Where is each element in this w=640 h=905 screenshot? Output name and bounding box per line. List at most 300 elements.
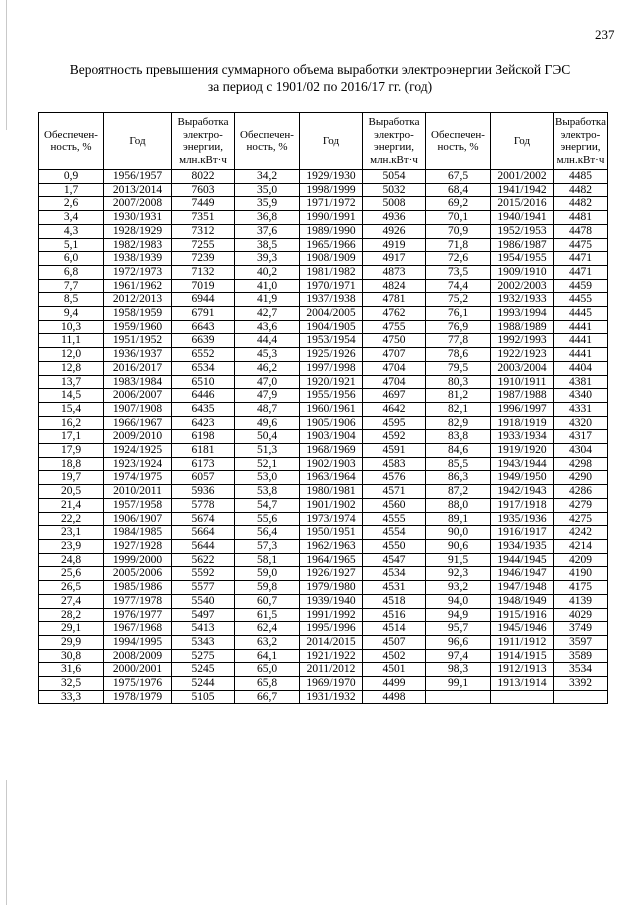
output-cell: 4697	[363, 389, 426, 403]
probability-header	[235, 113, 300, 170]
probability-cell: 19,7	[39, 471, 104, 485]
probability-cell: 11,1	[39, 334, 104, 348]
output-cell: 4481	[554, 211, 608, 225]
probability-cell: 79,5	[426, 361, 491, 375]
output-header	[172, 113, 235, 170]
year-cell: 1911/1912	[491, 635, 554, 649]
table-row	[39, 224, 608, 238]
probability-cell: 99,1	[426, 677, 491, 691]
year-cell: 2015/2016	[491, 197, 554, 211]
header-line: Год	[513, 134, 531, 147]
probability-header	[426, 113, 491, 170]
probability-cell: 9,4	[39, 307, 104, 321]
header-line: млн.кВт·ч	[179, 153, 227, 166]
probability-cell: 34,2	[235, 170, 300, 184]
probability-cell: 15,4	[39, 402, 104, 416]
probability-cell: 6,0	[39, 252, 104, 266]
probability-cell: 51,3	[235, 444, 300, 458]
year-cell: 1975/1976	[104, 677, 172, 691]
year-cell: 2002/2003	[491, 279, 554, 293]
probability-cell: 23,9	[39, 539, 104, 553]
table-row	[39, 279, 608, 293]
table-row	[39, 307, 608, 321]
output-cell: 5540	[172, 594, 235, 608]
year-cell: 1909/1910	[491, 265, 554, 279]
year-cell: 1957/1958	[104, 498, 172, 512]
table-row	[39, 512, 608, 526]
year-cell: 1964/1965	[300, 553, 363, 567]
year-cell: 1983/1984	[104, 375, 172, 389]
table-header-row	[39, 113, 608, 170]
year-cell: 1933/1934	[491, 430, 554, 444]
probability-cell: 95,7	[426, 622, 491, 636]
header-line: Выработка	[368, 116, 420, 128]
output-cell: 5577	[172, 581, 235, 595]
table-row	[39, 690, 608, 704]
probability-cell: 77,8	[426, 334, 491, 348]
table-row	[39, 539, 608, 553]
year-cell: 1908/1909	[300, 252, 363, 266]
table-row	[39, 348, 608, 362]
probability-cell: 35,0	[235, 183, 300, 197]
year-cell: 1979/1980	[300, 581, 363, 595]
output-cell: 5008	[363, 197, 426, 211]
table-row	[39, 320, 608, 334]
output-cell: 4592	[363, 430, 426, 444]
probability-cell: 46,2	[235, 361, 300, 375]
year-cell: 1926/1927	[300, 567, 363, 581]
probability-cell: 97,4	[426, 649, 491, 663]
output-cell: 4459	[554, 279, 608, 293]
probability-cell: 88,0	[426, 498, 491, 512]
probability-cell: 74,4	[426, 279, 491, 293]
probability-cell: 63,2	[235, 635, 300, 649]
year-cell: 1962/1963	[300, 539, 363, 553]
output-cell: 4560	[363, 498, 426, 512]
probability-cell: 69,2	[426, 197, 491, 211]
output-cell: 4926	[363, 224, 426, 238]
table-row	[39, 444, 608, 458]
probability-cell: 56,4	[235, 526, 300, 540]
probability-cell: 82,9	[426, 416, 491, 430]
table-row	[39, 238, 608, 252]
year-cell: 1992/1993	[491, 334, 554, 348]
year-cell: 2014/2015	[300, 635, 363, 649]
probability-cell: 60,7	[235, 594, 300, 608]
header-line: энергии,	[373, 141, 415, 153]
year-cell: 1990/1991	[300, 211, 363, 225]
probability-cell: 2,6	[39, 197, 104, 211]
probability-cell: 36,8	[235, 211, 300, 225]
year-cell: 1950/1951	[300, 526, 363, 540]
year-cell: 1936/1937	[104, 348, 172, 362]
probability-cell: 47,0	[235, 375, 300, 389]
probability-cell: 7,7	[39, 279, 104, 293]
year-cell: 1956/1957	[104, 170, 172, 184]
probability-cell: 90,0	[426, 526, 491, 540]
year-cell: 1953/1954	[300, 334, 363, 348]
table-row	[39, 581, 608, 595]
output-cell: 3534	[554, 663, 608, 677]
table-row	[39, 457, 608, 471]
year-cell: 1915/1916	[491, 608, 554, 622]
output-cell: 3597	[554, 635, 608, 649]
output-cell: 5275	[172, 649, 235, 663]
output-cell: 4290	[554, 471, 608, 485]
year-cell: 1999/2000	[104, 553, 172, 567]
table-row	[39, 553, 608, 567]
probability-cell: 80,3	[426, 375, 491, 389]
probability-cell: 23,1	[39, 526, 104, 540]
year-cell: 1925/1926	[300, 348, 363, 362]
year-cell: 1977/1978	[104, 594, 172, 608]
year-cell: 1901/1902	[300, 498, 363, 512]
year-cell: 1935/1936	[491, 512, 554, 526]
output-cell: 4441	[554, 348, 608, 362]
output-cell: 7019	[172, 279, 235, 293]
year-cell: 1905/1906	[300, 416, 363, 430]
probability-cell: 45,3	[235, 348, 300, 362]
output-cell: 5644	[172, 539, 235, 553]
header-line: млн.кВт·ч	[556, 153, 605, 166]
output-cell: 5054	[363, 170, 426, 184]
year-cell: 1969/1970	[300, 677, 363, 691]
table-row	[39, 635, 608, 649]
output-cell: 4518	[363, 594, 426, 608]
probability-cell: 57,3	[235, 539, 300, 553]
probability-cell: 66,7	[235, 690, 300, 704]
output-cell: 4514	[363, 622, 426, 636]
output-cell: 4340	[554, 389, 608, 403]
output-cell: 4936	[363, 211, 426, 225]
year-cell: 1958/1959	[104, 307, 172, 321]
output-cell: 4485	[554, 170, 608, 184]
probability-cell: 41,9	[235, 293, 300, 307]
year-cell: 1998/1999	[300, 183, 363, 197]
output-cell: 4547	[363, 553, 426, 567]
output-cell: 4209	[554, 553, 608, 567]
output-cell: 4381	[554, 375, 608, 389]
probability-cell: 26,5	[39, 581, 104, 595]
probability-table	[38, 112, 608, 704]
year-cell: 1949/1950	[491, 471, 554, 485]
output-cell: 4404	[554, 361, 608, 375]
table-row	[39, 265, 608, 279]
header-line: млн.кВт·ч	[370, 153, 418, 166]
year-cell: 1981/1982	[300, 265, 363, 279]
output-cell: 4441	[554, 320, 608, 334]
probability-cell: 42,7	[235, 307, 300, 321]
probability-cell: 93,2	[426, 581, 491, 595]
probability-cell: 33,3	[39, 690, 104, 704]
output-cell: 5778	[172, 498, 235, 512]
output-cell: 6552	[172, 348, 235, 362]
probability-cell: 70,9	[426, 224, 491, 238]
probability-cell: 20,5	[39, 485, 104, 499]
output-cell: 4214	[554, 539, 608, 553]
probability-cell: 41,0	[235, 279, 300, 293]
output-cell: 4704	[363, 361, 426, 375]
year-cell: 1993/1994	[491, 307, 554, 321]
table-row	[39, 471, 608, 485]
output-cell: 5664	[172, 526, 235, 540]
year-cell: 1912/1913	[491, 663, 554, 677]
year-cell: 1970/1971	[300, 279, 363, 293]
year-cell: 2006/2007	[104, 389, 172, 403]
output-cell: 4919	[363, 238, 426, 252]
year-cell: 1918/1919	[491, 416, 554, 430]
year-cell: 1955/1956	[300, 389, 363, 403]
year-header	[491, 113, 554, 170]
probability-cell: 43,6	[235, 320, 300, 334]
year-cell: 1942/1943	[491, 485, 554, 499]
probability-cell: 72,6	[426, 252, 491, 266]
table-row	[39, 197, 608, 211]
year-cell: 1952/1953	[491, 224, 554, 238]
probability-cell: 53,8	[235, 485, 300, 499]
probability-cell: 90,6	[426, 539, 491, 553]
output-cell: 4471	[554, 252, 608, 266]
year-cell: 1976/1977	[104, 608, 172, 622]
output-cell: 4475	[554, 238, 608, 252]
year-cell: 1974/1975	[104, 471, 172, 485]
probability-cell: 37,6	[235, 224, 300, 238]
table-row	[39, 430, 608, 444]
probability-cell: 22,2	[39, 512, 104, 526]
output-cell: 6639	[172, 334, 235, 348]
probability-cell: 54,7	[235, 498, 300, 512]
table-row	[39, 170, 608, 184]
output-cell: 4591	[363, 444, 426, 458]
year-cell: 2010/2011	[104, 485, 172, 499]
probability-cell: 44,4	[235, 334, 300, 348]
year-cell: 1986/1987	[491, 238, 554, 252]
probability-cell: 10,3	[39, 320, 104, 334]
table-row	[39, 485, 608, 499]
year-cell: 1972/1973	[104, 265, 172, 279]
probability-cell: 94,9	[426, 608, 491, 622]
output-cell: 4704	[363, 375, 426, 389]
output-cell: 8022	[172, 170, 235, 184]
probability-cell: 17,1	[39, 430, 104, 444]
table-row	[39, 622, 608, 636]
output-cell: 4595	[363, 416, 426, 430]
probability-cell: 39,3	[235, 252, 300, 266]
table-row	[39, 663, 608, 677]
year-cell: 2009/2010	[104, 430, 172, 444]
probability-cell: 6,8	[39, 265, 104, 279]
probability-cell: 87,2	[426, 485, 491, 499]
probability-cell: 58,1	[235, 553, 300, 567]
probability-cell: 68,4	[426, 183, 491, 197]
table-row	[39, 649, 608, 663]
output-cell: 4471	[554, 265, 608, 279]
year-cell: 2016/2017	[104, 361, 172, 375]
table-row	[39, 334, 608, 348]
output-cell: 4455	[554, 293, 608, 307]
year-cell: 1997/1998	[300, 361, 363, 375]
year-cell: 1907/1908	[104, 402, 172, 416]
year-cell: 1978/1979	[104, 690, 172, 704]
table-row	[39, 211, 608, 225]
output-cell: 5674	[172, 512, 235, 526]
output-cell: 5936	[172, 485, 235, 499]
year-cell: 2013/2014	[104, 183, 172, 197]
year-cell: 1904/1905	[300, 320, 363, 334]
output-cell: 3749	[554, 622, 608, 636]
probability-cell: 25,6	[39, 567, 104, 581]
output-cell: 6198	[172, 430, 235, 444]
output-cell: 7312	[172, 224, 235, 238]
probability-cell: 14,5	[39, 389, 104, 403]
table-row	[39, 526, 608, 540]
output-cell: 4242	[554, 526, 608, 540]
output-cell: 5244	[172, 677, 235, 691]
output-cell: 4478	[554, 224, 608, 238]
header-line: ность, %	[246, 141, 288, 153]
year-cell: 1920/1921	[300, 375, 363, 389]
output-cell: 4445	[554, 307, 608, 321]
output-cell: 5343	[172, 635, 235, 649]
probability-cell: 5,1	[39, 238, 104, 252]
year-cell: 1922/1923	[491, 348, 554, 362]
probability-cell: 17,9	[39, 444, 104, 458]
table-row	[39, 416, 608, 430]
output-cell: 4824	[363, 279, 426, 293]
header-line: Выработка	[177, 116, 229, 128]
year-cell: 1984/1985	[104, 526, 172, 540]
year-cell: 1961/1962	[104, 279, 172, 293]
probability-cell: 78,6	[426, 348, 491, 362]
year-cell: 1968/1969	[300, 444, 363, 458]
output-cell: 4781	[363, 293, 426, 307]
year-cell: 1947/1948	[491, 581, 554, 595]
year-cell: 1928/1929	[104, 224, 172, 238]
probability-cell: 47,9	[235, 389, 300, 403]
output-cell: 5592	[172, 567, 235, 581]
year-cell: 1989/1990	[300, 224, 363, 238]
year-cell: 1967/1968	[104, 622, 172, 636]
output-cell: 4507	[363, 635, 426, 649]
output-cell: 5413	[172, 622, 235, 636]
page-number: 237	[595, 27, 615, 42]
probability-cell: 21,4	[39, 498, 104, 512]
year-cell: 1910/1911	[491, 375, 554, 389]
output-cell: 4554	[363, 526, 426, 540]
year-cell: 1943/1944	[491, 457, 554, 471]
year-cell: 1917/1918	[491, 498, 554, 512]
output-header	[363, 113, 426, 170]
probability-header	[39, 113, 104, 170]
year-cell: 1934/1935	[491, 539, 554, 553]
output-cell: 7351	[172, 211, 235, 225]
output-cell: 6181	[172, 444, 235, 458]
year-cell: 1971/1972	[300, 197, 363, 211]
output-cell: 4320	[554, 416, 608, 430]
year-cell: 1944/1945	[491, 553, 554, 567]
year-cell: 1966/1967	[104, 416, 172, 430]
year-cell: 1906/1907	[104, 512, 172, 526]
probability-cell: 35,9	[235, 197, 300, 211]
year-cell: 1946/1947	[491, 567, 554, 581]
table-body	[39, 170, 608, 704]
output-cell: 7132	[172, 265, 235, 279]
probability-cell: 67,5	[426, 170, 491, 184]
probability-cell: 53,0	[235, 471, 300, 485]
output-cell: 4441	[554, 334, 608, 348]
year-cell: 1945/1946	[491, 622, 554, 636]
probability-cell: 27,4	[39, 594, 104, 608]
year-cell: 1996/1997	[491, 402, 554, 416]
output-cell: 7255	[172, 238, 235, 252]
probability-cell: 4,3	[39, 224, 104, 238]
table-row	[39, 375, 608, 389]
output-cell: 4534	[363, 567, 426, 581]
probability-cell: 98,3	[426, 663, 491, 677]
probability-cell: 50,4	[235, 430, 300, 444]
year-cell: 2007/2008	[104, 197, 172, 211]
output-cell: 4286	[554, 485, 608, 499]
year-cell: 1995/1996	[300, 622, 363, 636]
year-header	[300, 113, 363, 170]
year-cell: 1965/1966	[300, 238, 363, 252]
probability-cell: 29,1	[39, 622, 104, 636]
output-cell: 5245	[172, 663, 235, 677]
year-cell: 1931/1932	[300, 690, 363, 704]
year-cell: 1913/1914	[491, 677, 554, 691]
probability-cell: 64,1	[235, 649, 300, 663]
year-cell: 2001/2002	[491, 170, 554, 184]
output-cell: 4501	[363, 663, 426, 677]
year-cell: 2012/2013	[104, 293, 172, 307]
year-cell: 1982/1983	[104, 238, 172, 252]
year-cell: 1930/1931	[104, 211, 172, 225]
title-line-1: Вероятность превышения суммарного объема выработки электроэнергии Зейской ГЭС	[69, 62, 571, 77]
probability-cell: 92,3	[426, 567, 491, 581]
probability-cell: 82,1	[426, 402, 491, 416]
output-cell: 3392	[554, 677, 608, 691]
output-cell: 4482	[554, 197, 608, 211]
probability-cell: 28,2	[39, 608, 104, 622]
year-cell: 1903/1904	[300, 430, 363, 444]
year-cell: 1980/1981	[300, 485, 363, 499]
year-cell: 1940/1941	[491, 211, 554, 225]
header-line: Обеспечен-	[240, 128, 294, 141]
probability-cell: 12,0	[39, 348, 104, 362]
output-cell	[554, 690, 608, 704]
probability-cell: 76,1	[426, 307, 491, 321]
probability-cell: 89,1	[426, 512, 491, 526]
table-row	[39, 677, 608, 691]
header-line: электро-	[560, 128, 601, 141]
header-line: Обеспечен-	[431, 128, 485, 141]
probability-cell: 31,6	[39, 663, 104, 677]
probability-cell: 81,2	[426, 389, 491, 403]
header-line: электро-	[183, 128, 223, 141]
output-cell: 6510	[172, 375, 235, 389]
output-header	[554, 113, 608, 170]
output-cell: 4583	[363, 457, 426, 471]
probability-cell: 16,2	[39, 416, 104, 430]
output-cell: 4555	[363, 512, 426, 526]
year-cell: 2008/2009	[104, 649, 172, 663]
output-cell: 5497	[172, 608, 235, 622]
output-cell: 4873	[363, 265, 426, 279]
probability-cell: 59,8	[235, 581, 300, 595]
output-cell: 4498	[363, 690, 426, 704]
output-cell: 6173	[172, 457, 235, 471]
probability-cell: 65,0	[235, 663, 300, 677]
